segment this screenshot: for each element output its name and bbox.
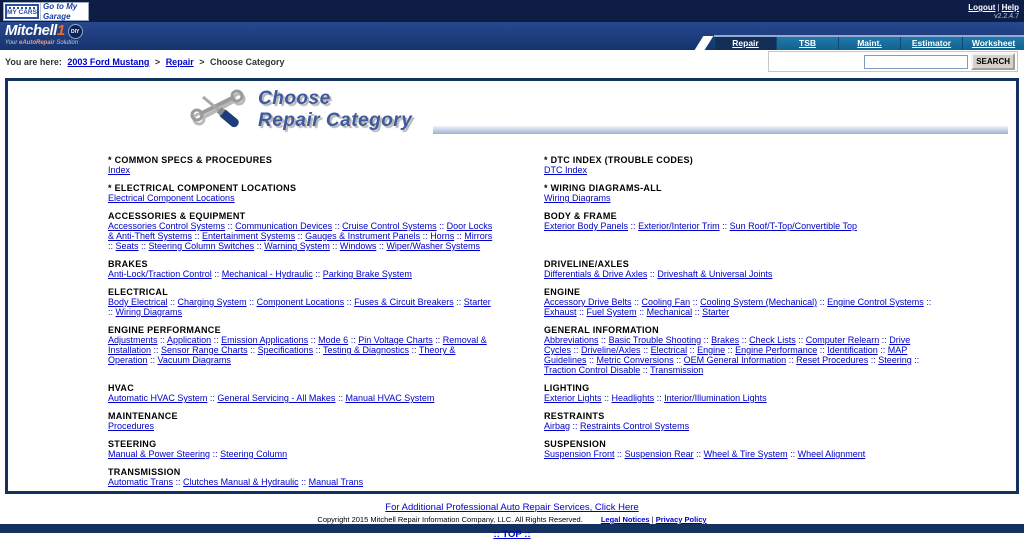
- category-heading: LIGHTING: [544, 383, 590, 393]
- category-link[interactable]: Clutches Manual & Hydraulic: [183, 477, 299, 487]
- category-link[interactable]: Component Locations: [256, 297, 345, 307]
- top-bar: [0, 0, 1024, 22]
- go-to-my-garage-label: Go to My Garage: [40, 3, 88, 20]
- category-links: [544, 165, 932, 175]
- category-link[interactable]: Steering Column Switches: [148, 241, 255, 251]
- link-separator: ::: [173, 477, 184, 487]
- category-links: [544, 297, 932, 317]
- category-link[interactable]: Restraints Control Systems: [580, 421, 690, 431]
- category-link[interactable]: Suspension Rear: [624, 449, 694, 459]
- category-link[interactable]: Metric Conversions: [596, 355, 674, 365]
- category-heading: * WIRING DIAGRAMS-ALL: [544, 183, 662, 193]
- category-section: [108, 383, 496, 403]
- link-separator: ::: [138, 241, 149, 251]
- link-separator: ::: [344, 297, 355, 307]
- category-section: [544, 155, 932, 175]
- link-separator: ::: [453, 297, 464, 307]
- link-separator: ::: [628, 221, 639, 231]
- category-links: [108, 193, 496, 203]
- category-link[interactable]: Door Locks & Anti-Theft Systems: [108, 221, 493, 241]
- link-separator: ::: [631, 297, 642, 307]
- category-links: [544, 193, 932, 203]
- link-separator: ::: [108, 241, 116, 251]
- link-separator: ::: [225, 221, 236, 231]
- category-link[interactable]: Airbag: [544, 421, 571, 431]
- category-link[interactable]: Emission Applications: [221, 335, 309, 345]
- link-separator: ::: [409, 345, 419, 355]
- category-link[interactable]: Headlights: [611, 393, 655, 403]
- category-section: [108, 211, 496, 251]
- category-link[interactable]: Exterior Body Panels: [544, 221, 629, 231]
- category-links: [544, 335, 932, 375]
- link-separator: ::: [817, 297, 828, 307]
- category-link[interactable]: Wiring Diagrams: [115, 307, 183, 317]
- link-separator: ::: [211, 269, 222, 279]
- category-link[interactable]: Abbreviations: [544, 335, 599, 345]
- category-links: [544, 221, 932, 231]
- category-heading: * DTC INDEX (TROUBLE CODES): [544, 155, 694, 165]
- banner-divider: [433, 126, 1008, 134]
- category-link[interactable]: Suspension Front: [544, 449, 615, 459]
- category-link[interactable]: Reset Procedures: [796, 355, 869, 365]
- search-button[interactable]: SEARCH: [971, 53, 1015, 70]
- content-panel: [5, 78, 1019, 494]
- category-link[interactable]: Accessories Control Systems: [108, 221, 226, 231]
- category-link[interactable]: General Servicing - All Makes: [217, 393, 336, 403]
- link-separator: ::: [640, 345, 651, 355]
- category-link[interactable]: Traction Control Disable: [544, 365, 641, 375]
- category-link[interactable]: Mechanical: [646, 307, 693, 317]
- additional-services-link[interactable]: For Additional Professional Auto Repair Services, Click Here: [385, 502, 639, 513]
- link-separator: ::: [436, 221, 447, 231]
- category-link[interactable]: Cooling Fan: [641, 297, 691, 307]
- category-link[interactable]: Exterior/Interior Trim: [638, 221, 720, 231]
- link-separator: ::: [640, 365, 651, 375]
- category-link[interactable]: Fuses & Circuit Breakers: [354, 297, 454, 307]
- link-separator: ::: [725, 345, 736, 355]
- breadcrumb-separator: >: [154, 57, 161, 67]
- category-links: [108, 421, 496, 431]
- repair-tools-icon: [190, 88, 246, 132]
- category-link[interactable]: Drive Cycles: [544, 335, 911, 355]
- link-separator: ::: [877, 345, 888, 355]
- category-link[interactable]: Engine Control Systems: [827, 297, 924, 307]
- category-section: [108, 259, 496, 279]
- breadcrumb-separator: >: [199, 57, 205, 67]
- category-link[interactable]: Mechanical - Hydraulic: [221, 269, 313, 279]
- category-link[interactable]: Computer Relearn: [805, 335, 880, 345]
- category-link[interactable]: Driveline/Axles: [581, 345, 641, 355]
- category-links: [108, 449, 496, 459]
- category-link[interactable]: Electrical: [650, 345, 688, 355]
- category-heading: RESTRAINTS: [544, 411, 605, 421]
- link-separator: ::: [586, 355, 597, 365]
- privacy-policy-link[interactable]: Privacy Policy: [655, 515, 707, 524]
- category-section: [108, 467, 496, 487]
- link-separator: ::: [687, 345, 698, 355]
- link-separator: ::: [647, 269, 658, 279]
- category-link[interactable]: Engine: [697, 345, 726, 355]
- link-separator: ::: [795, 335, 806, 345]
- category-link[interactable]: Adjustments: [108, 335, 158, 345]
- link-separator: ::: [636, 307, 647, 317]
- category-link[interactable]: Starter: [702, 307, 730, 317]
- category-links: [108, 297, 496, 317]
- breadcrumb-row: [0, 50, 1024, 76]
- category-link[interactable]: Seats: [115, 241, 139, 251]
- copyright-line: [0, 515, 1024, 524]
- link-separator: ::: [298, 477, 309, 487]
- category-heading: MAINTENANCE: [108, 411, 178, 421]
- category-link[interactable]: Procedures: [108, 421, 155, 431]
- link-separator: ::: [420, 231, 431, 241]
- category-link[interactable]: Charging System: [177, 297, 247, 307]
- category-link[interactable]: Brakes: [711, 335, 740, 345]
- breadcrumb: [5, 57, 285, 67]
- category-link[interactable]: Wheel Alignment: [797, 449, 866, 459]
- link-separator: ::: [295, 231, 306, 241]
- category-link[interactable]: Horns: [430, 231, 455, 241]
- category-section: [108, 325, 496, 375]
- category-link[interactable]: Identification: [827, 345, 878, 355]
- link-separator: ::: [692, 307, 703, 317]
- link-separator: ::: [167, 297, 178, 307]
- category-links: [108, 269, 496, 279]
- my-cars-label: MY CARS: [7, 9, 37, 16]
- link-separator: ::: [719, 221, 730, 231]
- link-separator: ::: [739, 335, 750, 345]
- category-link[interactable]: Differentials & Drive Axles: [544, 269, 648, 279]
- category-section: [544, 287, 932, 317]
- link-separator: ::: [911, 355, 920, 365]
- category-link[interactable]: Pin Voltage Charts: [358, 335, 433, 345]
- category-section: [108, 439, 496, 459]
- category-section: [544, 383, 932, 403]
- category-link[interactable]: Entertainment Systems: [202, 231, 296, 241]
- tab-estimator[interactable]: Estimator: [900, 37, 962, 50]
- copyright-text: Copyright 2015 Mitchell Repair Information Company, LLC. All Rights Reserved.: [317, 515, 583, 524]
- category-heading: GENERAL INFORMATION: [544, 325, 659, 335]
- category-section: [544, 467, 932, 487]
- category-link[interactable]: Automatic HVAC System: [108, 393, 208, 403]
- category-link[interactable]: Steering: [878, 355, 912, 365]
- search-bar: [768, 51, 1018, 72]
- category-link[interactable]: Removal & Installation: [108, 335, 487, 355]
- link-separator: ::: [157, 335, 168, 345]
- category-heading: ELECTRICAL: [108, 287, 168, 297]
- link-separator: ::: [654, 393, 665, 403]
- category-link[interactable]: Specifications: [257, 345, 314, 355]
- breadcrumb-prefix: You are here:: [5, 57, 62, 67]
- link-separator: ::: [570, 421, 581, 431]
- link-separator: ::: [868, 355, 879, 365]
- link-separator: ::: [601, 393, 612, 403]
- category-heading: * COMMON SPECS & PROCEDURES: [108, 155, 273, 165]
- category-link[interactable]: Vacuum Diagrams: [157, 355, 231, 365]
- category-link[interactable]: Sun Roof/T-Top/Convertible Top: [729, 221, 857, 231]
- my-cars-plate-icon: [5, 4, 39, 19]
- breadcrumb-repair-link[interactable]: Repair: [165, 57, 194, 67]
- category-link[interactable]: Cruise Control Systems: [342, 221, 437, 231]
- category-link[interactable]: Accessory Drive Belts: [544, 297, 632, 307]
- category-link[interactable]: Application: [167, 335, 212, 345]
- category-heading: DRIVELINE/AXLES: [544, 259, 630, 269]
- footer-divider: |: [651, 515, 654, 524]
- category-link[interactable]: Manual Trans: [308, 477, 364, 487]
- link-separator: ::: [247, 345, 258, 355]
- category-section: [108, 183, 496, 203]
- category-link[interactable]: Windows: [339, 241, 377, 251]
- category-link[interactable]: Starter: [463, 297, 491, 307]
- category-link[interactable]: Basic Trouble Shooting: [608, 335, 702, 345]
- category-section: [544, 259, 932, 279]
- brand-name: Mitchell1: [5, 22, 65, 39]
- category-heading: ENGINE PERFORMANCE: [108, 325, 221, 335]
- category-links: [108, 221, 496, 251]
- category-section: [544, 211, 932, 251]
- brand-tagline: Your eAutoRepair Solution: [5, 40, 79, 46]
- category-links: [544, 393, 932, 403]
- category-section: [108, 155, 496, 175]
- category-section: [544, 439, 932, 459]
- category-link[interactable]: Gauges & Instrument Panels: [305, 231, 421, 241]
- link-separator: ::: [312, 269, 323, 279]
- logout-link[interactable]: Logout: [968, 3, 996, 12]
- top-right-links: [968, 3, 1019, 20]
- link-separator: ::: [571, 345, 582, 355]
- top-link[interactable]: :: TOP ::: [493, 529, 531, 540]
- category-link[interactable]: Warning System: [264, 241, 330, 251]
- category-section: [544, 183, 932, 203]
- category-link[interactable]: Sensor Range Charts: [161, 345, 248, 355]
- link-separator: ::: [246, 297, 257, 307]
- category-grid: [108, 155, 932, 487]
- category-link[interactable]: Exterior Lights: [544, 393, 602, 403]
- category-heading: BRAKES: [108, 259, 148, 269]
- link-separator: ::: [786, 355, 797, 365]
- category-link[interactable]: Anti-Lock/Traction Control: [108, 269, 212, 279]
- category-link[interactable]: Steering Column: [220, 449, 288, 459]
- link-separator: ::: [210, 449, 221, 459]
- link-separator: ::: [147, 355, 158, 365]
- search-input[interactable]: [864, 55, 968, 69]
- page-footer: [0, 494, 1024, 540]
- category-link[interactable]: Interior/Illumination Lights: [664, 393, 767, 403]
- help-link[interactable]: Help: [1001, 3, 1019, 12]
- link-separator: ::: [335, 393, 346, 403]
- category-links: [108, 393, 496, 403]
- link-separator: ::: [108, 307, 116, 317]
- link-separator: ::: [348, 335, 359, 345]
- nav-tabs: [699, 35, 1024, 50]
- link-separator: ::: [673, 355, 684, 365]
- category-links: [108, 477, 496, 487]
- my-cars-button[interactable]: [3, 2, 89, 21]
- link-separator: ::: [817, 345, 828, 355]
- link-separator: ::: [254, 241, 265, 251]
- link-separator: ::: [787, 449, 798, 459]
- category-link[interactable]: Wiper/Washer Systems: [386, 241, 481, 251]
- link-separator: ::: [151, 345, 162, 355]
- category-section: [544, 411, 932, 431]
- category-heading: ACCESSORIES & EQUIPMENT: [108, 211, 246, 221]
- diagonal-slash-decoration: [695, 36, 714, 50]
- link-separator: ::: [690, 297, 701, 307]
- category-heading: * ELECTRICAL COMPONENT LOCATIONS: [108, 183, 297, 193]
- category-link[interactable]: Testing & Diagnostics: [322, 345, 410, 355]
- category-link[interactable]: Fuel System: [586, 307, 637, 317]
- link-separator: ::: [332, 221, 343, 231]
- tab-maint[interactable]: Maint.: [838, 37, 900, 50]
- category-link[interactable]: Mirrors: [464, 231, 493, 241]
- link-separator: ::: [308, 335, 319, 345]
- category-link[interactable]: Body Electrical: [108, 297, 168, 307]
- category-link[interactable]: Cooling System (Mechanical): [700, 297, 818, 307]
- category-link[interactable]: Exhaust: [544, 307, 577, 317]
- brand-bar: [0, 22, 1024, 50]
- mitchell1-logo: [5, 23, 83, 46]
- link-separator: ::: [879, 335, 890, 345]
- category-heading: HVAC: [108, 383, 135, 393]
- link-separator: ::: [598, 335, 609, 345]
- category-links: [544, 421, 932, 431]
- category-link[interactable]: Parking Brake System: [322, 269, 412, 279]
- category-link[interactable]: Check Lists: [749, 335, 796, 345]
- link-separator: ::: [693, 449, 704, 459]
- link-separator: ::: [192, 231, 203, 241]
- link-separator: ::: [329, 241, 340, 251]
- category-link[interactable]: Wheel & Tire System: [703, 449, 788, 459]
- category-link[interactable]: Mode 6: [318, 335, 349, 345]
- link-separator: ::: [614, 449, 625, 459]
- category-heading: STEERING: [108, 439, 157, 449]
- category-links: [544, 449, 932, 459]
- link-separator: ::: [701, 335, 712, 345]
- category-section: [544, 325, 932, 375]
- category-link[interactable]: Index: [108, 165, 131, 175]
- category-link[interactable]: Electrical Component Locations: [108, 193, 235, 203]
- link-separator: ::: [313, 345, 323, 355]
- diy-badge-icon: DIY: [68, 24, 83, 39]
- tab-worksheet[interactable]: Worksheet: [962, 37, 1024, 50]
- tab-repair[interactable]: Repair: [714, 37, 776, 50]
- category-link[interactable]: Driveshaft & Universal Joints: [657, 269, 773, 279]
- category-heading: TRANSMISSION: [108, 467, 181, 477]
- category-link[interactable]: DTC Index: [544, 165, 588, 175]
- link-separator: ::: [207, 393, 218, 403]
- category-link[interactable]: Transmission: [650, 365, 704, 375]
- version-label: v2.2.4.7: [994, 13, 1019, 20]
- link-separator: ::: [432, 335, 443, 345]
- link-separator: ::: [376, 241, 387, 251]
- category-section: [108, 287, 496, 317]
- category-link[interactable]: OEM General Information: [683, 355, 787, 365]
- category-links: [108, 165, 496, 175]
- breadcrumb-vehicle-link[interactable]: 2003 Ford Mustang: [67, 57, 150, 67]
- category-link[interactable]: Engine Performance: [735, 345, 818, 355]
- category-links: [544, 269, 932, 279]
- legal-notices-link[interactable]: Legal Notices: [600, 515, 650, 524]
- tab-tsb[interactable]: TSB: [776, 37, 838, 50]
- link-separator: ::: [923, 297, 932, 307]
- category-heading: SUSPENSION: [544, 439, 607, 449]
- category-link[interactable]: Wiring Diagrams: [544, 193, 611, 203]
- category-link[interactable]: Manual HVAC System: [345, 393, 435, 403]
- category-heading: BODY & FRAME: [544, 211, 617, 221]
- category-heading: ENGINE: [544, 287, 581, 297]
- link-separator: ::: [454, 231, 465, 241]
- link-separator: ::: [576, 307, 587, 317]
- link-divider: |: [997, 3, 1000, 12]
- category-link[interactable]: Communication Devices: [235, 221, 333, 231]
- category-link[interactable]: Manual & Power Steering: [108, 449, 211, 459]
- category-links: [108, 335, 496, 365]
- category-link[interactable]: Automatic Trans: [108, 477, 174, 487]
- link-separator: ::: [211, 335, 222, 345]
- page-title: Choose Repair Category: [258, 88, 413, 131]
- category-link[interactable]: Theory & Operation: [108, 345, 456, 365]
- breadcrumb-current: Choose Category: [210, 57, 285, 67]
- category-section: [108, 411, 496, 431]
- category-link[interactable]: MAP Guidelines: [544, 345, 908, 365]
